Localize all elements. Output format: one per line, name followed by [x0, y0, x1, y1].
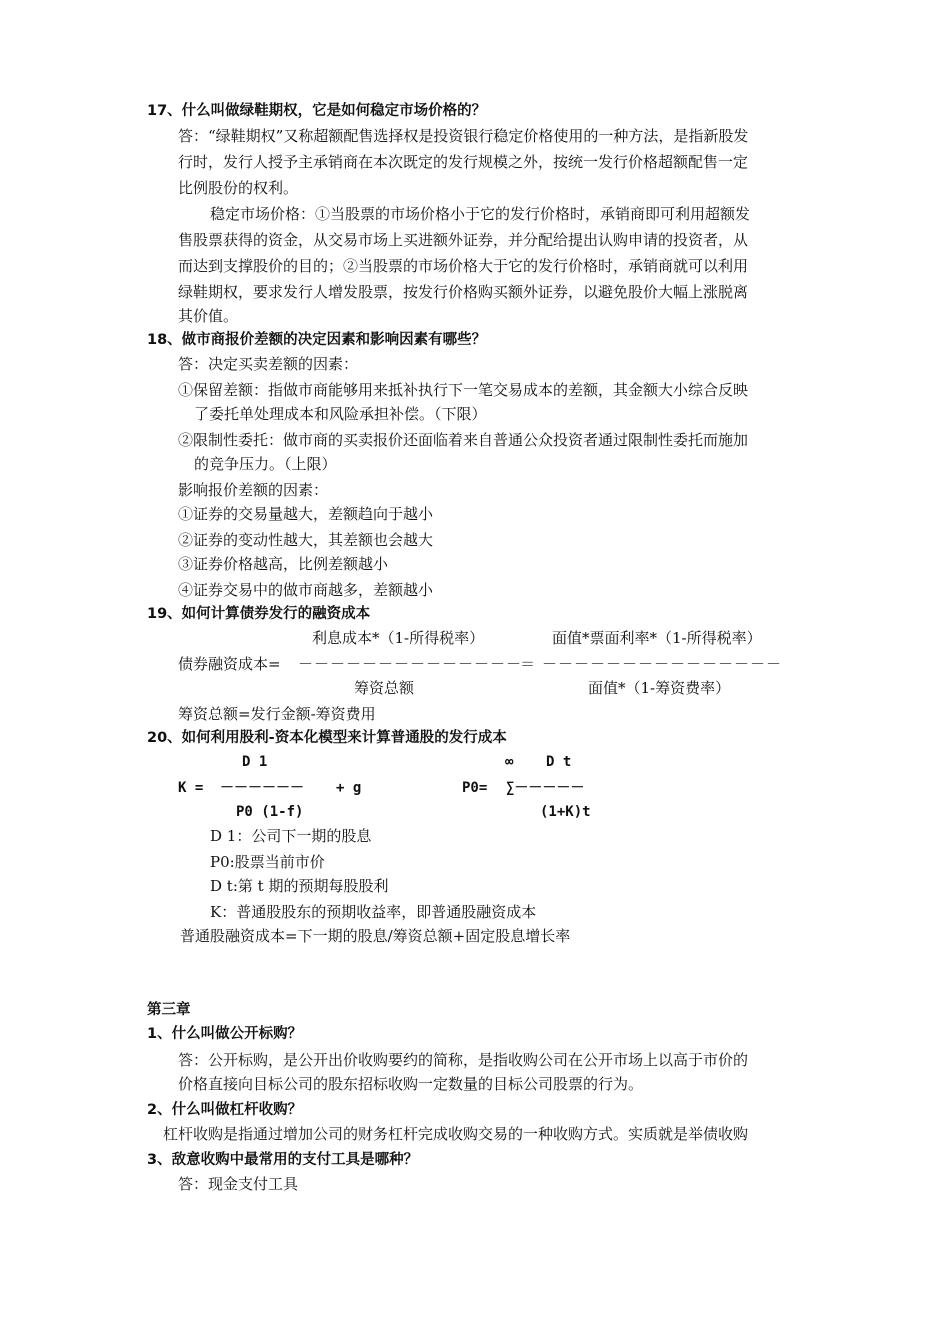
q20-summary: 普通股融资成本=下一期的股息/筹资总额+固定股息增长率: [180, 927, 571, 945]
q19-denominator-2: 面值*（1-筹资费率）: [588, 679, 731, 697]
q18-line-7: ①证券的交易量越大，差额趋向于越小: [178, 505, 434, 523]
q20-def-2: P0:股票当前市价: [210, 853, 325, 871]
ch3-q1-line-1: 答：公开标购，是公开出价收购要约的简称，是指收购公司在公开市场上以高于市价的: [178, 1051, 749, 1069]
ch3-q2-title: 2、什么叫做杠杆收购？: [147, 1102, 303, 1118]
formula1-lhs: K =: [178, 780, 204, 796]
q18-line-2: ①保留差额：指做市商能够用来抵补执行下一笔交易成本的差额，其金额大小综合反映: [178, 381, 749, 399]
chapter-heading: 第三章: [147, 1002, 191, 1018]
q18-line-5: 的竞争压力。（上限）: [194, 455, 337, 473]
q19-lhs: 债券融资成本=: [178, 655, 281, 673]
q17-title: 17、什么叫做绿鞋期权，它是如何稳定市场价格的？: [147, 103, 487, 119]
formula1-denominator: P0 (1-f): [236, 804, 304, 820]
q18-line-10: ④证券交易中的做市商越多，差额越小: [178, 581, 434, 599]
q18-line-8: ②证券的变动性越大，其差额也会越大: [178, 531, 434, 549]
q20-def-3: D t:第 t 期的预期每股股利: [210, 877, 389, 895]
formula2-denominator: (1+K)t: [540, 804, 591, 820]
formula1-numerator: D 1: [242, 754, 268, 770]
q18-title: 18、做市商报价差额的决定因素和影响因素有哪些？: [147, 332, 487, 348]
q17-stabilize-line-2: 售股票获得的资金，从交易市场上买进额外证券，并分配给提出认购申请的投资者，从: [178, 231, 749, 249]
q17-answer-line-3: 比例股份的权利。: [178, 179, 299, 197]
ch3-q1-title: 1、什么叫做公开标购？: [147, 1026, 303, 1042]
q19-numerator-2: 面值*票面利率*（1-所得税率）: [552, 629, 762, 647]
q17-answer-line-2: 行时，发行人授予主承销商在本次既定的发行规模之外，按统一发行价格超额配售一定: [178, 153, 749, 171]
q17-stabilize-line-5: 其价值。: [178, 307, 239, 325]
q17-answer-line-1: 答：“绿鞋期权”又称超额配售选择权是投资银行稳定价格使用的一种方法，是指新股发: [178, 127, 749, 145]
formula1-growth-term: + g: [336, 780, 362, 796]
q19-fraction-line-1: －－－－－－－－－－－－－－: [298, 655, 523, 673]
q20-title: 20、如何利用股利-资本化模型来计算普通股的发行成本: [147, 730, 507, 746]
q18-line-4: ②限制性委托：做市商的买卖报价还面临着来自普通公众投资者通过限制性委托而施加: [178, 431, 749, 449]
q17-stabilize-line-1: 稳定市场价格：①当股票的市场价格小于它的发行价格时，承销商即可利用超额发: [210, 205, 751, 223]
ch3-q3-title: 3、敌意收购中最常用的支付工具是哪种？: [147, 1152, 419, 1168]
ch3-q3-line: 答：现金支付工具: [178, 1175, 299, 1193]
q18-line-6: 影响报价差额的因素：: [178, 481, 329, 499]
ch3-q1-line-2: 价格直接向目标公司的股东招标收购一定数量的目标公司股票的行为。: [178, 1075, 644, 1093]
q18-line-1: 答：决定买卖差额的因素：: [178, 355, 359, 373]
ch3-q2-line: 杠杆收购是指通过增加公司的财务杠杆完成收购交易的一种收购方式。实质就是举债收购: [163, 1125, 749, 1143]
q17-stabilize-line-3: 而达到支撑股价的目的；②当股票的市场价格大于它的发行价格时，承销商就可以利用: [178, 257, 749, 275]
formula1-fraction-line: －－－－－－: [220, 780, 304, 796]
formula2-numerator: D t: [546, 754, 572, 770]
formula2-lhs: P0=: [462, 780, 488, 796]
q19-title: 19、如何计算债券发行的融资成本: [147, 606, 371, 622]
q20-def-4: K：普通股股东的预期收益率，即普通股融资成本: [210, 903, 537, 921]
q17-stabilize-line-4: 绿鞋期权，要求发行人增发股票，按发行价格购买额外证券，以避免股价大幅上涨脱离: [178, 283, 749, 301]
q19-numerator-1: 利息成本*（1-所得税率）: [312, 629, 485, 647]
q18-line-9: ③证券价格越高，比例差额越小: [178, 555, 389, 573]
q20-def-1: D 1：公司下一期的股息: [210, 827, 372, 845]
formula2-infinity: ∞: [505, 754, 514, 770]
q19-note: 筹资总额=发行金额-筹资费用: [178, 705, 376, 723]
formula2-sigma-line: ∑－－－－－: [506, 780, 585, 796]
q19-equals: ＝: [520, 655, 536, 673]
q18-line-3: 了委托单处理成本和风险承担补偿。（下限）: [194, 405, 487, 423]
q19-fraction-line-2: －－－－－－－－－－－－－－－: [542, 655, 783, 673]
q19-denominator-1: 筹资总额: [354, 679, 415, 697]
